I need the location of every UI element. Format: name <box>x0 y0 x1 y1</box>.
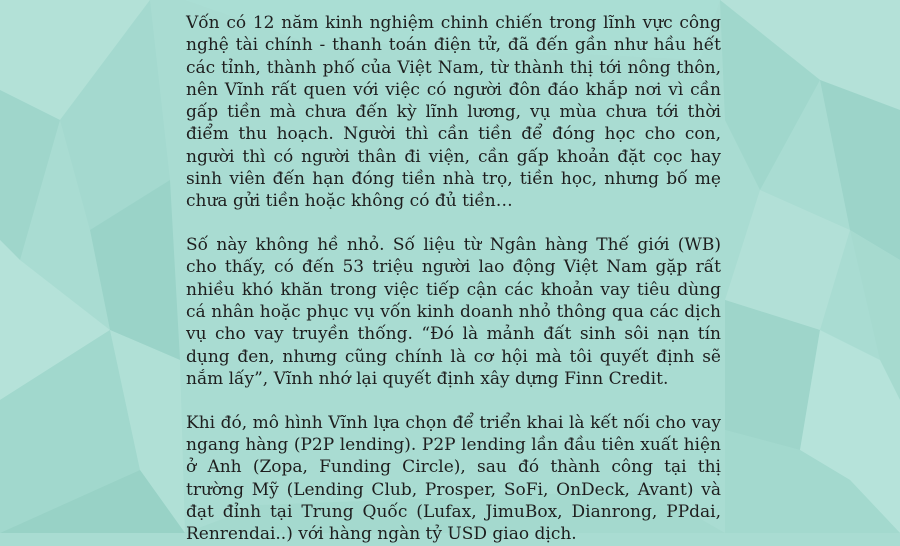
article-body <box>186 12 721 546</box>
paragraph-3: Khi đó, mô hình Vĩnh lựa chọn để triển khai là kết nối cho vay ngang hàng (P2P lending). P2P lending lần đầu tiên xuất hiện ở Anh (Zopa, Funding Circle), sau đó thành công tại thị trường Mỹ (Lending Club, Prosper, SoFi, OnDeck, Avant) và đạt đỉnh tại Trung Quốc (Lufax, JimuBox, Dianrong, PPdai, Renrendai..) với hàng ngàn tỷ USD giao dịch. <box>186 412 721 545</box>
paragraph-2: Số này không hề nhỏ. Số liệu từ Ngân hàng Thế giới (WB) cho thấy, có đến 53 triệu người lao động Việt Nam gặp rất nhiều khó khăn trong việc tiếp cận các khoản vay tiêu dùng cá nhân hoặc phục vụ vốn kinh doanh nhỏ thông qua các dịch vụ cho vay truyền thống. “Đó là mảnh đất sinh sôi nạn tín dụng đen, nhưng cũng chính là cơ hội mà tôi quyết định sẽ nắm lấy”, Vĩnh nhớ lại quyết định xây dựng Finn Credit. <box>186 235 721 389</box>
paragraph-1: Vốn có 12 năm kinh nghiệm chinh chiến trong lĩnh vực công nghệ tài chính - thanh toán điện tử, đã đến gần như hầu hết các tỉnh, thành phố của Việt Nam, từ thành thị tới nông thôn, nên Vĩnh rất quen với việc có người đôn đáo khắp nơi vì cần gấp tiền mà chưa đến kỳ lĩnh lương, vụ mùa chưa tới thời điểm thu hoạch. Người thì cần tiền để đóng học cho con, người thì có người thân đi viện, cần gấp khoản đặt cọc hay sinh viên đến hạn đóng tiền nhà trọ, tiền học, nhưng bố mẹ chưa gửi tiền hoặc không có đủ tiền… <box>186 13 721 212</box>
